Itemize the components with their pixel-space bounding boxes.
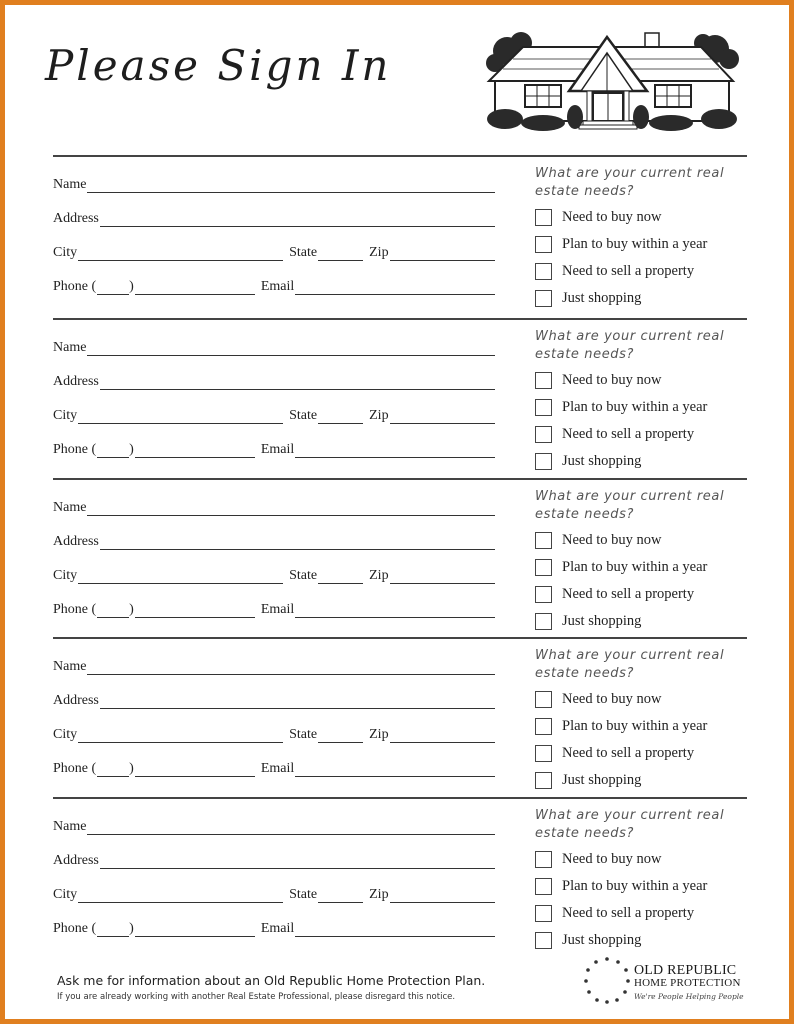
sign-in-entry <box>53 637 747 797</box>
needs-option[interactable] <box>535 290 641 307</box>
checkbox[interactable] <box>535 290 552 307</box>
email-label: Email <box>260 602 295 617</box>
needs-option[interactable] <box>535 453 641 470</box>
state-label: State <box>289 408 318 423</box>
needs-question: What are your current real estate needs? <box>535 329 725 362</box>
needs-option[interactable] <box>535 236 707 253</box>
city-state-zip-row <box>53 406 495 424</box>
name-label: Name <box>53 500 87 515</box>
checkbox[interactable] <box>535 745 552 762</box>
needs-option[interactable] <box>535 263 694 280</box>
area-code-field[interactable] <box>97 443 129 458</box>
needs-section <box>535 488 747 629</box>
address-field[interactable] <box>100 212 495 227</box>
page-title: Please Sign In <box>45 41 392 90</box>
option-label: Plan to buy within a year <box>562 399 708 415</box>
option-label: Just shopping <box>562 453 642 469</box>
sign-in-entry <box>53 318 747 478</box>
logo-monogram-icon <box>582 955 632 1005</box>
phone-field[interactable] <box>135 443 255 458</box>
checkbox[interactable] <box>535 905 552 922</box>
checkbox[interactable] <box>535 426 552 443</box>
needs-section <box>535 165 747 306</box>
zip-field[interactable] <box>390 569 495 584</box>
address-row <box>53 851 495 869</box>
needs-option[interactable] <box>535 932 641 949</box>
needs-question: What are your current real estate needs? <box>535 808 725 841</box>
city-label: City <box>53 408 78 423</box>
needs-option[interactable] <box>535 559 707 576</box>
state-field[interactable] <box>318 246 363 261</box>
name-label: Name <box>53 340 87 355</box>
checkbox[interactable] <box>535 718 552 735</box>
name-field[interactable] <box>87 178 495 193</box>
name-label: Name <box>53 819 87 834</box>
area-code-field[interactable] <box>97 280 129 295</box>
needs-option[interactable] <box>535 586 694 603</box>
name-row <box>53 338 495 356</box>
phone-email-row <box>53 759 495 777</box>
phone-email-row <box>53 277 495 295</box>
area-code-field[interactable] <box>97 922 129 937</box>
checkbox[interactable] <box>535 772 552 789</box>
zip-label: Zip <box>369 408 389 423</box>
checkbox[interactable] <box>535 236 552 253</box>
needs-question: What are your current real estate needs? <box>535 166 725 199</box>
city-label: City <box>53 887 78 902</box>
footer-notice: Ask me for information about an Old Republic Home Protection Plan. <box>57 973 486 988</box>
address-row <box>53 209 495 227</box>
address-field[interactable] <box>100 375 495 390</box>
phone-close-paren: ) <box>129 602 134 617</box>
phone-label: Phone ( <box>53 602 97 617</box>
option-label: Need to buy now <box>562 209 662 225</box>
option-label: Need to sell a property <box>562 905 695 921</box>
option-label: Plan to buy within a year <box>562 718 708 734</box>
address-field[interactable] <box>100 694 495 709</box>
zip-label: Zip <box>369 245 389 260</box>
address-row <box>53 372 495 390</box>
checkbox[interactable] <box>535 691 552 708</box>
phone-email-row <box>53 440 495 458</box>
phone-field[interactable] <box>135 922 255 937</box>
phone-close-paren: ) <box>129 921 134 936</box>
needs-option[interactable] <box>535 718 707 735</box>
checkbox[interactable] <box>535 263 552 280</box>
city-field[interactable] <box>78 569 283 584</box>
address-field[interactable] <box>100 535 495 550</box>
zip-label: Zip <box>369 887 389 902</box>
checkbox[interactable] <box>535 453 552 470</box>
name-field[interactable] <box>87 660 495 675</box>
option-label: Need to buy now <box>562 532 662 548</box>
email-field[interactable] <box>295 280 495 295</box>
needs-section <box>535 647 747 788</box>
option-label: Need to sell a property <box>562 426 695 442</box>
checkbox[interactable] <box>535 372 552 389</box>
state-label: State <box>289 887 318 902</box>
name-row <box>53 817 495 835</box>
zip-label: Zip <box>369 568 389 583</box>
option-label: Just shopping <box>562 772 642 788</box>
zip-field[interactable] <box>390 728 495 743</box>
sign-in-entry <box>53 478 747 638</box>
email-label: Email <box>260 761 295 776</box>
checkbox[interactable] <box>535 851 552 868</box>
name-field[interactable] <box>87 820 495 835</box>
address-field[interactable] <box>100 854 495 869</box>
phone-label: Phone ( <box>53 921 97 936</box>
needs-option[interactable] <box>535 532 661 549</box>
option-label: Plan to buy within a year <box>562 878 708 894</box>
option-label: Plan to buy within a year <box>562 236 708 252</box>
checkbox[interactable] <box>535 559 552 576</box>
needs-option[interactable] <box>535 691 661 708</box>
phone-field[interactable] <box>135 280 255 295</box>
option-label: Need to sell a property <box>562 263 695 279</box>
phone-field[interactable] <box>135 762 255 777</box>
state-field[interactable] <box>318 569 363 584</box>
checkbox[interactable] <box>535 399 552 416</box>
checkbox[interactable] <box>535 532 552 549</box>
sign-in-entry <box>53 155 747 315</box>
option-label: Need to buy now <box>562 851 662 867</box>
state-field[interactable] <box>318 728 363 743</box>
state-label: State <box>289 245 318 260</box>
city-label: City <box>53 727 78 742</box>
city-field[interactable] <box>78 888 283 903</box>
zip-label: Zip <box>369 727 389 742</box>
needs-option[interactable] <box>535 209 661 226</box>
phone-field[interactable] <box>135 603 255 618</box>
address-row <box>53 691 495 709</box>
email-label: Email <box>260 279 295 294</box>
email-label: Email <box>260 921 295 936</box>
needs-option[interactable] <box>535 613 641 630</box>
state-label: State <box>289 727 318 742</box>
option-label: Need to buy now <box>562 372 662 388</box>
address-label: Address <box>53 534 99 549</box>
needs-question: What are your current real estate needs? <box>535 648 725 681</box>
phone-label: Phone ( <box>53 761 97 776</box>
needs-option[interactable] <box>535 399 707 416</box>
city-field[interactable] <box>78 728 283 743</box>
logo-name: OLD REPUBLIC HOME PROTECTION <box>634 963 741 989</box>
email-field[interactable] <box>295 443 495 458</box>
city-label: City <box>53 568 78 583</box>
needs-option[interactable] <box>535 772 641 789</box>
checkbox[interactable] <box>535 586 552 603</box>
needs-option[interactable] <box>535 905 694 922</box>
option-label: Just shopping <box>562 613 642 629</box>
area-code-field[interactable] <box>97 603 129 618</box>
option-label: Plan to buy within a year <box>562 559 708 575</box>
phone-email-row <box>53 600 495 618</box>
city-field[interactable] <box>78 246 283 261</box>
phone-close-paren: ) <box>129 761 134 776</box>
checkbox[interactable] <box>535 878 552 895</box>
city-state-zip-row <box>53 243 495 261</box>
city-state-zip-row <box>53 885 495 903</box>
option-label: Just shopping <box>562 290 642 306</box>
address-label: Address <box>53 693 99 708</box>
phone-close-paren: ) <box>129 279 134 294</box>
logo-tagline: We're People Helping People <box>634 992 744 1001</box>
address-label: Address <box>53 853 99 868</box>
needs-question: What are your current real estate needs? <box>535 489 725 522</box>
option-label: Need to sell a property <box>562 586 695 602</box>
city-state-zip-row <box>53 725 495 743</box>
checkbox[interactable] <box>535 209 552 226</box>
city-field[interactable] <box>78 409 283 424</box>
name-row <box>53 498 495 516</box>
address-label: Address <box>53 374 99 389</box>
needs-option[interactable] <box>535 851 661 868</box>
option-label: Need to sell a property <box>562 745 695 761</box>
state-field[interactable] <box>318 409 363 424</box>
area-code-field[interactable] <box>97 762 129 777</box>
name-field[interactable] <box>87 501 495 516</box>
phone-close-paren: ) <box>129 442 134 457</box>
house-illustration <box>483 29 741 133</box>
option-label: Need to buy now <box>562 691 662 707</box>
email-label: Email <box>260 442 295 457</box>
footer-disclaimer: If you are already working with another Real Estate Professional, please disregard this notice. <box>57 992 456 1002</box>
address-row <box>53 532 495 550</box>
city-state-zip-row <box>53 566 495 584</box>
name-label: Name <box>53 177 87 192</box>
sign-in-entry <box>53 797 747 957</box>
zip-field[interactable] <box>390 246 495 261</box>
needs-section <box>535 807 747 948</box>
phone-email-row <box>53 919 495 937</box>
name-row <box>53 657 495 675</box>
phone-label: Phone ( <box>53 279 97 294</box>
checkbox[interactable] <box>535 613 552 630</box>
name-label: Name <box>53 659 87 674</box>
phone-label: Phone ( <box>53 442 97 457</box>
email-field[interactable] <box>295 603 495 618</box>
address-label: Address <box>53 211 99 226</box>
checkbox[interactable] <box>535 932 552 949</box>
needs-option[interactable] <box>535 878 707 895</box>
name-row <box>53 175 495 193</box>
name-field[interactable] <box>87 341 495 356</box>
needs-section <box>535 328 747 469</box>
email-field[interactable] <box>295 762 495 777</box>
needs-option[interactable] <box>535 372 661 389</box>
zip-field[interactable] <box>390 888 495 903</box>
needs-option[interactable] <box>535 426 694 443</box>
zip-field[interactable] <box>390 409 495 424</box>
email-field[interactable] <box>295 922 495 937</box>
option-label: Just shopping <box>562 932 642 948</box>
needs-option[interactable] <box>535 745 694 762</box>
city-label: City <box>53 245 78 260</box>
company-logo <box>582 955 752 1005</box>
state-label: State <box>289 568 318 583</box>
state-field[interactable] <box>318 888 363 903</box>
